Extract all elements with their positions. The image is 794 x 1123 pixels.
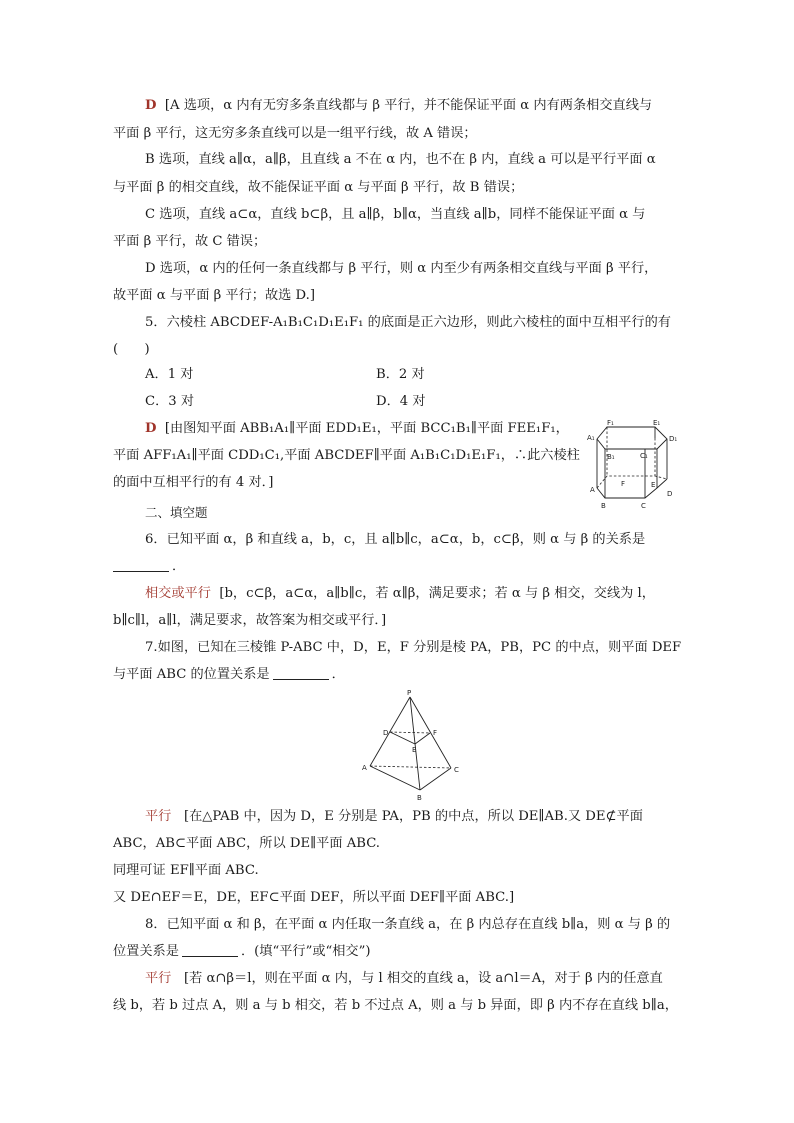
q8-stem-2-text: 位置关系是	[113, 944, 179, 959]
label-e: E	[651, 481, 656, 489]
q6-stem-2	[113, 558, 185, 576]
q8-answer-text: [若 α∩β＝l，则在平面 α 内，与 l 相交的直线 a，设 a∩l＝A，对于 β 内的任意直	[183, 971, 663, 986]
label-p: P	[407, 689, 412, 697]
label-d1: D₁	[669, 435, 678, 443]
label-b: B	[601, 502, 606, 510]
q5-answer-line-1	[145, 420, 569, 438]
label-d: D	[667, 490, 673, 498]
q5-option-d: D．4 对	[376, 394, 426, 409]
q5-option-a: A．1 对	[145, 367, 194, 382]
q5-answer-text: [由图知平面 ABB₁A₁∥平面 EDD₁E₁，平面 BCC₁B₁∥平面 FEE₁F₁，	[164, 421, 569, 436]
q7-stem-end: ．	[331, 667, 345, 682]
q5-paren: ( )	[113, 342, 150, 357]
label-b1: B₁	[607, 453, 615, 461]
q4-answer-letter: D	[145, 98, 157, 113]
q6-answer-line-2: b∥c∥l，a∥l，满足要求，故答案为相交或平行．]	[113, 613, 387, 628]
q8-answer-line-1	[145, 970, 663, 988]
label-c1: C₁	[640, 452, 648, 460]
label-d: D	[383, 729, 389, 737]
q7-answer-line-4: 又 DE∩EF＝E，DE，EF⊂平面 DEF，所以平面 DEF∥平面 ABC.]	[113, 890, 515, 905]
q8-answer: 平行	[145, 971, 172, 986]
q6-answer: 相交或平行	[145, 586, 211, 601]
label-f: F	[621, 480, 626, 488]
triangular-pyramid-figure	[358, 688, 468, 802]
q5-option-c: C．3 对	[145, 394, 195, 409]
q4-line-2: 平面 β 平行，这无穷多条直线可以是一组平行线，故 A 错误；	[113, 126, 477, 141]
q6-answer-line-1	[145, 585, 655, 603]
q8-stem-1: 8．已知平面 α 和 β，在平面 α 内任取一条直线 a，在 β 内总存在直线 b∥a，则 α 与 β 的	[145, 917, 671, 932]
label-b: B	[417, 794, 422, 802]
q7-answer: 平行	[145, 809, 172, 824]
q6-blank[interactable]	[113, 558, 169, 572]
q4-answer-line-1	[145, 97, 652, 115]
label-e: E	[412, 746, 417, 754]
q8-answer-line-2: 线 b，若 b 过点 A，则 a 与 b 相交，若 b 不过点 A，则 a 与 b 异面，即 β 内不存在直线 b∥a，	[113, 998, 678, 1013]
q4-text: [A 选项，α 内有无穷多条直线都与 β 平行，并不能保证平面 α 内有两条相交直线与	[164, 98, 653, 113]
label-a: A	[362, 764, 367, 772]
q5-option-b: B．2 对	[376, 367, 425, 382]
q7-stem-1: 7.如图，已知在三棱锥 P-ABC 中，D，E，F 分别是棱 PA，PB，PC 的中点，则平面 DEF	[145, 640, 682, 655]
q5-answer-line-2: 平面 AFF₁A₁∥平面 CDD₁C₁,平面 ABCDEF∥平面 A₁B₁C₁D₁E₁F₁，∴此六棱柱	[113, 448, 580, 463]
label-c: C	[641, 502, 646, 510]
q6-stem-1: 6．已知平面 α，β 和直线 a，b，c，且 a∥b∥c，a⊂α，b，c⊂β，则 α 与 β 的关系是	[145, 532, 646, 547]
q7-answer-line-1	[145, 808, 643, 826]
q7-stem-2	[113, 666, 345, 684]
q7-answer-text: [在△PAB 中，因为 D，E 分别是 PA，PB 的中点，所以 DE∥AB.又 DE⊄平面	[183, 809, 643, 824]
q7-blank[interactable]	[273, 666, 329, 680]
q5-stem: 5．六棱柱 ABCDEF-A₁B₁C₁D₁E₁F₁ 的底面是正六边形，则此六棱柱的面中互相平行的有	[145, 315, 671, 330]
q5-answer-letter: D	[145, 421, 157, 436]
q6-answer-text: [b，c⊂β，a⊂α，a∥b∥c，若 α∥β，满足要求；若 α 与 β 相交，交线为 l，	[219, 586, 655, 601]
hexagonal-prism-figure	[585, 418, 685, 510]
q4-line-4: 与平面 β 的相交直线，故不能保证平面 α 与平面 β 平行，故 B 错误；	[113, 180, 524, 195]
label-a1: A₁	[587, 434, 595, 442]
label-f1: F₁	[607, 419, 614, 427]
q4-line-8: 故平面 α 与平面 β 平行；故选 D.]	[113, 288, 315, 303]
q7-answer-line-2: ABC，AB⊂平面 ABC，所以 DE∥平面 ABC.	[113, 836, 381, 851]
q8-stem-end: ．(填“平行”或“相交”)	[240, 944, 371, 959]
label-c: C	[454, 766, 459, 774]
label-e1: E₁	[653, 419, 661, 427]
section-heading: 二、填空题	[145, 505, 208, 520]
q5-answer-line-3: 的面中互相平行的有 4 对．]	[113, 475, 274, 490]
label-a: A	[590, 486, 595, 494]
q4-line-3: B 选项，直线 a∥α，a∥β，且直线 a 不在 α 内，也不在 β 内，直线 a 可以是平行平面 α	[145, 152, 656, 167]
q4-line-7: D 选项，α 内的任何一条直线都与 β 平行，则 α 内至少有两条相交直线与平面 β 平行，	[145, 261, 658, 276]
q8-stem-2	[113, 943, 371, 961]
q7-answer-line-3: 同理可证 EF∥平面 ABC.	[113, 863, 259, 878]
q8-blank[interactable]	[182, 943, 238, 957]
q4-line-6: 平面 β 平行，故 C 错误；	[113, 234, 267, 249]
label-f: F	[433, 729, 438, 737]
q7-stem-2-text: 与平面 ABC 的位置关系是	[113, 667, 270, 682]
q4-line-5: C 选项，直线 a⊂α，直线 b⊂β，且 a∥β，b∥α，当直线 a∥b，同样不能保证平面 α 与	[145, 207, 646, 222]
q6-stem-end: ．	[172, 559, 186, 574]
